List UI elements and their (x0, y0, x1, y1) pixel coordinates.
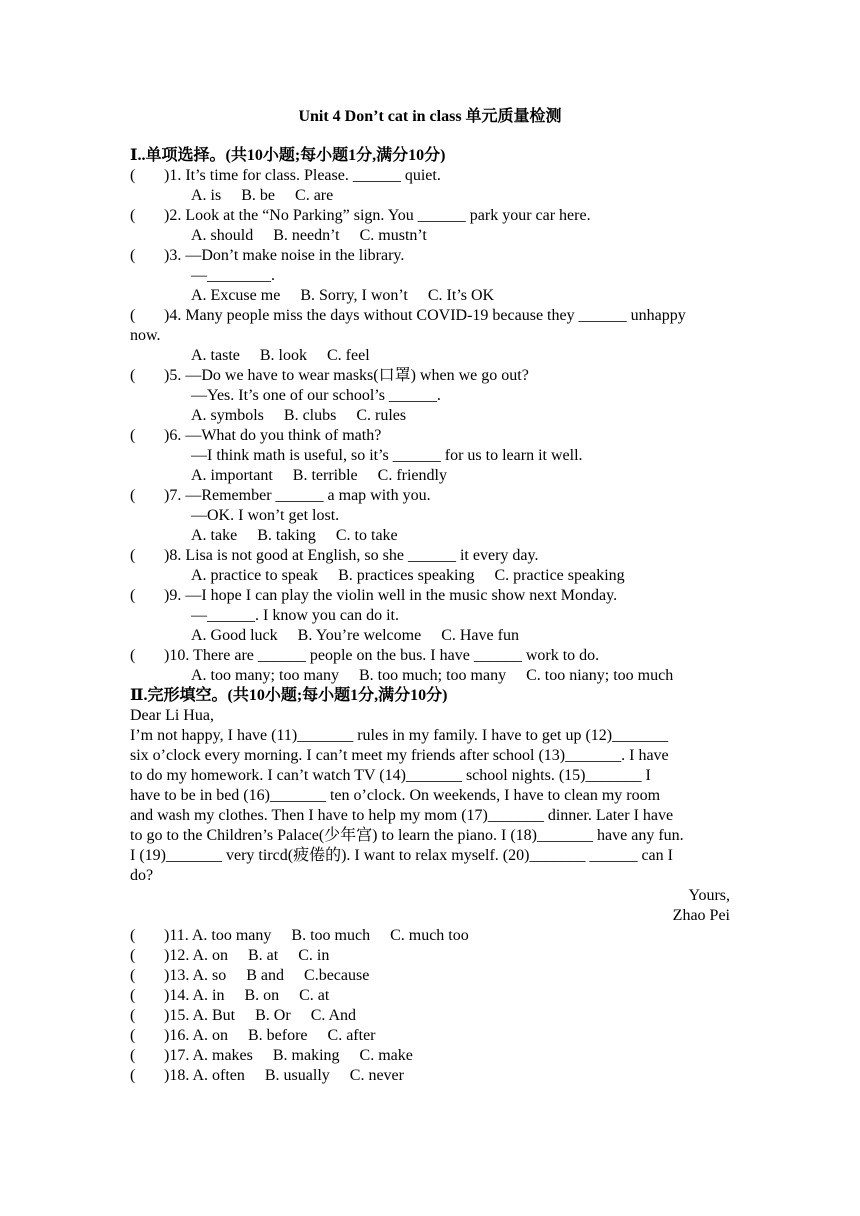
choice-option-a: )17. A. makes (164, 1047, 253, 1064)
letter-greeting: Dear Li Hua, (130, 707, 214, 724)
question-text: )2. Look at the “No Parking” sign. You ______ park your car here. (164, 207, 591, 224)
option: A. is (191, 187, 222, 204)
choice-option: C.because (304, 967, 370, 984)
question-text: )1. It’s time for class. Please. ______ quiet. (164, 167, 441, 184)
answer-bracket[interactable]: ( (130, 427, 136, 444)
cloze-choice-row (130, 966, 730, 986)
option: B. clubs (283, 407, 337, 424)
question-stem (130, 306, 730, 326)
option: A. symbols (191, 407, 264, 424)
question-text: )3. —Don’t make noise in the library. (164, 247, 405, 264)
passage-line: and wash my clothes. Then I have to help my mom (17)_______ dinner. Later I have (130, 807, 674, 824)
option: C. too niany; too much (526, 667, 674, 684)
question-stem (130, 586, 730, 606)
cloze-choice-row (130, 1006, 730, 1026)
question-stem (130, 206, 730, 226)
choice-option: B. making (272, 1047, 340, 1064)
question-stem (130, 246, 730, 266)
choice-option: C. much too (390, 927, 469, 944)
answer-bracket[interactable]: ( (130, 207, 136, 224)
passage-line: to do my homework. I can’t watch TV (14)_______ school nights. (15)_______ I (130, 767, 651, 784)
passage-line: have to be in bed (16)_______ ten o’clock. On weekends, I have to clean my room (130, 787, 661, 804)
question-text: )7. —Remember ______ a map with you. (164, 487, 431, 504)
passage-line: to go to the Children’s Palace(少年宫) to learn the piano. I (18)_______ have any fun. (130, 827, 684, 844)
option: A. Excuse me (191, 287, 281, 304)
section1-heading: Ⅰ..单项选择。(共10小题;每小题1分,满分10分) (130, 147, 446, 164)
choice-option: C. after (327, 1027, 376, 1044)
answer-bracket[interactable]: ( (130, 367, 136, 384)
choice-option: B. at (248, 947, 279, 964)
question-stem (130, 426, 730, 446)
passage-line: do? (130, 867, 154, 884)
answer-bracket[interactable]: ( (130, 987, 136, 1004)
option-list (130, 226, 730, 246)
letter-passage (130, 726, 730, 886)
option-list (130, 466, 730, 486)
option: A. taste (191, 347, 240, 364)
answer-bracket[interactable]: ( (130, 967, 136, 984)
choice-option: B. too much (291, 927, 371, 944)
answer-bracket[interactable]: ( (130, 1027, 136, 1044)
choice-option: B. before (248, 1027, 308, 1044)
option-list (130, 626, 730, 646)
dialogue-reply: —______. I know you can do it. (191, 607, 399, 624)
choice-option: B. Or (255, 1007, 291, 1024)
answer-bracket[interactable]: ( (130, 647, 136, 664)
option: B. be (241, 187, 276, 204)
option: B. look (259, 347, 307, 364)
option: B. Sorry, I won’t (300, 287, 408, 304)
option: A. should (191, 227, 254, 244)
letter-closing: Yours, (688, 887, 730, 904)
option: A. practice to speak (191, 567, 319, 584)
question-text: )4. Many people miss the days without COVID-19 because they ______ unhappy (164, 307, 686, 324)
cloze-choice-row (130, 986, 730, 1006)
letter-signature: Zhao Pei (672, 907, 730, 924)
option: B. too much; too many (358, 667, 507, 684)
option: A. important (191, 467, 273, 484)
option: A. take (191, 527, 238, 544)
worksheet-content (130, 104, 730, 1086)
choice-option: C. never (349, 1067, 404, 1084)
question-text: )6. —What do you think of math? (164, 427, 382, 444)
choice-option: C. make (359, 1047, 413, 1064)
option-list (130, 666, 730, 686)
option-list (130, 346, 730, 366)
dialogue-reply: —OK. I won’t get lost. (191, 507, 340, 524)
option: C. to take (335, 527, 398, 544)
passage-line: six o’clock every morning. I can’t meet my friends after school (13)_______. I have (130, 747, 669, 764)
choice-option: B. usually (264, 1067, 330, 1084)
question-text: )8. Lisa is not good at English, so she ______ it every day. (164, 547, 539, 564)
choice-option-a: )15. A. But (164, 1007, 236, 1024)
option: B. You’re welcome (297, 627, 422, 644)
option-list (130, 566, 730, 586)
choice-option: B. on (244, 987, 280, 1004)
cloze-choice-row (130, 926, 730, 946)
answer-bracket[interactable]: ( (130, 947, 136, 964)
answer-bracket[interactable]: ( (130, 1047, 136, 1064)
choice-option: C. And (310, 1007, 357, 1024)
option: C. It’s OK (427, 287, 495, 304)
passage-line: I (19)_______ very tircd(疲倦的). I want to relax myself. (20)_______ ______ can I (130, 847, 673, 864)
question-stem (130, 486, 730, 506)
answer-bracket[interactable]: ( (130, 1007, 136, 1024)
answer-bracket[interactable]: ( (130, 927, 136, 944)
section2-choices (130, 926, 730, 1086)
dialogue-reply: —________. (191, 267, 275, 284)
question-stem (130, 546, 730, 566)
page-title: Unit 4 Don’t cat in class 单元质量检测 (298, 108, 562, 125)
cloze-choice-row (130, 1066, 730, 1086)
choice-option-a: )18. A. often (164, 1067, 245, 1084)
cloze-choice-row (130, 946, 730, 966)
answer-bracket[interactable]: ( (130, 487, 136, 504)
question-stem (130, 646, 730, 666)
option: C. are (295, 187, 334, 204)
question-text: )10. There are ______ people on the bus. I have ______ work to do. (164, 647, 600, 664)
answer-bracket[interactable]: ( (130, 247, 136, 264)
option: C. Have fun (441, 627, 519, 644)
choice-option-a: )11. A. too many (164, 927, 272, 944)
cloze-choice-row (130, 1046, 730, 1066)
choice-option-a: )16. A. on (164, 1027, 228, 1044)
choice-option-a: )14. A. in (164, 987, 225, 1004)
option: C. practice speaking (494, 567, 625, 584)
question-text: )5. —Do we have to wear masks(口罩) when we go out? (164, 367, 529, 384)
answer-bracket[interactable]: ( (130, 167, 136, 184)
cloze-choice-row (130, 1026, 730, 1046)
option: B. terrible (292, 467, 358, 484)
question-text-continued: now. (130, 327, 161, 344)
answer-bracket[interactable]: ( (130, 307, 136, 324)
question-stem (130, 366, 730, 386)
option-list (130, 186, 730, 206)
option: C. rules (356, 407, 407, 424)
option: B. practices speaking (338, 567, 475, 584)
choice-option: B and (246, 967, 285, 984)
option: C. friendly (377, 467, 447, 484)
option: B. needn’t (273, 227, 340, 244)
option: B. taking (257, 527, 316, 544)
answer-bracket[interactable]: ( (130, 587, 136, 604)
choice-option: C. in (298, 947, 330, 964)
option-list (130, 526, 730, 546)
passage-line: I’m not happy, I have (11)_______ rules in my family. I have to get up (12)_______ (130, 727, 669, 744)
answer-bracket[interactable]: ( (130, 547, 136, 564)
option: C. mustn’t (359, 227, 427, 244)
choice-option: C. at (299, 987, 330, 1004)
section2-heading: Ⅱ.完形填空。(共10小题;每小题1分,满分10分) (130, 687, 448, 704)
dialogue-reply: —Yes. It’s one of our school’s ______. (191, 387, 441, 404)
answer-bracket[interactable]: ( (130, 1067, 136, 1084)
section1-questions (130, 166, 730, 686)
option: A. Good luck (191, 627, 278, 644)
choice-option-a: )12. A. on (164, 947, 228, 964)
question-stem (130, 166, 730, 186)
choice-option-a: )13. A. so (164, 967, 227, 984)
option: C. feel (327, 347, 370, 364)
option-list (130, 406, 730, 426)
option: A. too many; too many (191, 667, 339, 684)
option-list (130, 286, 730, 306)
question-text: )9. —I hope I can play the violin well in the music show next Monday. (164, 587, 618, 604)
dialogue-reply: —I think math is useful, so it’s ______ for us to learn it well. (191, 447, 583, 464)
